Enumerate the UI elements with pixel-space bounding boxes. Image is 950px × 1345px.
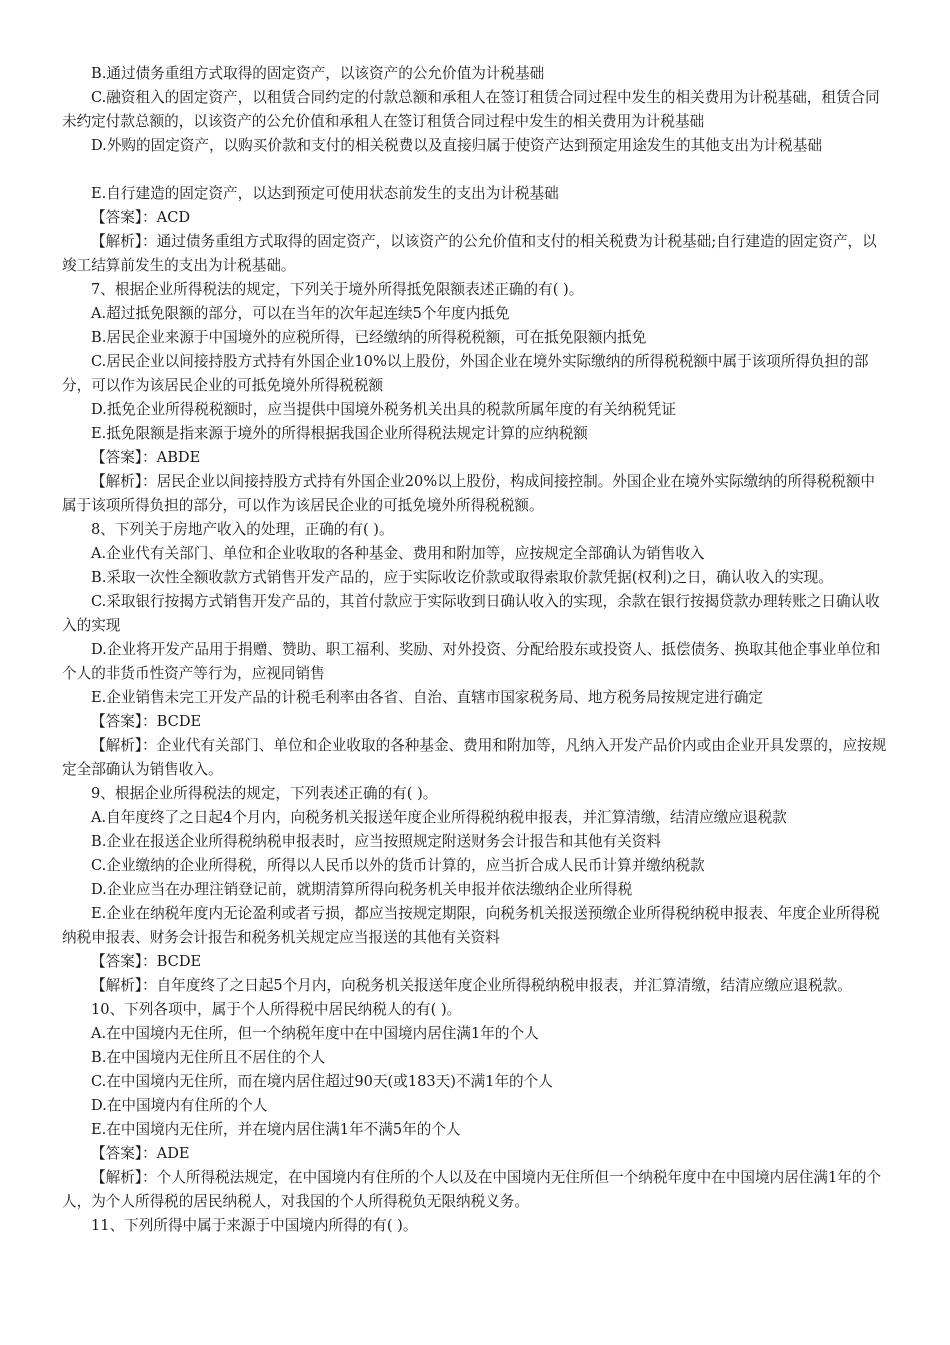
option-line: A.自年度终了之日起4个月内，向税务机关报送年度企业所得税纳税申报表，并汇算清缴，结清应缴应退税款: [91, 809, 787, 826]
option-line: B.居民企业来源于中国境外的应税所得，已经缴纳的所得税税额，可在抵免限额内抵免: [91, 329, 647, 346]
option-line: C.采取银行按揭方式销售开发产品的，其首付款应于实际收到日确认收入的实现，余款在银行按揭贷款办理转账之日确认收入的实现: [62, 593, 880, 634]
option-line: E.抵免限额是指来源于境外的所得根据我国企业所得税法规定计算的应纳税额: [91, 425, 588, 442]
blank-line: [62, 158, 888, 182]
answer-line: 【答案】：ABDE: [91, 449, 201, 466]
option-line: D.企业将开发产品用于捐赠、赞助、职工福利、奖励、对外投资、分配给股东或投资人、抵偿债务、换取其他企事业单位和个人的非货币性资产等行为，应视同销售: [62, 641, 881, 682]
option-line: E.自行建造的固定资产，以达到预定可使用状态前发生的支出为计税基础: [91, 185, 559, 202]
explanation-line: 【解析】：自年度终了之日起5个月内，向税务机关报送年度企业所得税纳税申报表，并汇算清缴，结清应缴应退税款。: [91, 977, 852, 994]
explanation-line: 【解析】：居民企业以间接持股方式持有外国企业20%以上股份，构成间接控制。外国企业在境外实际缴纳的所得税税额中属于该项所得负担的部分，可以作为该居民企业的可抵免境外所得税税额。: [62, 473, 876, 514]
option-line: B.企业在报送企业所得税纳税申报表时，应当按照规定附送财务会计报告和其他有关资料: [91, 833, 661, 850]
explanation-line: 【解析】：个人所得税法规定，在中国境内有住所的个人以及在中国境内无住所但一个纳税年度中在中国境内居住满1年的个人，为个人所得税的居民纳税人，对我国的个人所得税负无限纳税义务。: [62, 1169, 882, 1210]
answer-line: 【答案】：BCDE: [91, 953, 202, 970]
option-line: D.在中国境内有住所的个人: [91, 1097, 268, 1114]
option-line: E.企业销售未完工开发产品的计税毛利率由各省、自治、直辖市国家税务局、地方税务局按规定进行确定: [91, 689, 764, 706]
option-line: D.企业应当在办理注销登记前，就期清算所得向税务机关申报并依法缴纳企业所得税: [91, 881, 633, 898]
question-line: 8、下列关于房地产收入的处理，正确的有( )。: [91, 521, 394, 538]
option-line: C.企业缴纳的企业所得税，所得以人民币以外的货币计算的，应当折合成人民币计算并缴纳税款: [91, 857, 705, 874]
option-line: D.外购的固定资产，以购买价款和支付的相关税费以及直接归属于使资产达到预定用途发生的其他支出为计税基础: [91, 137, 822, 154]
option-line: B.在中国境内无住所且不居住的个人: [91, 1049, 326, 1066]
option-line: D.抵免企业所得税税额时，应当提供中国境外税务机关出具的税款所属年度的有关纳税凭证: [91, 401, 676, 418]
option-line: E.在中国境内无住所，并在境内居住满1年不满5年的个人: [91, 1121, 461, 1138]
explanation-line: 【解析】：通过债务重组方式取得的固定资产，以该资产的公允价值和支付的相关税费为计税基础;自行建造的固定资产，以竣工结算前发生的支出为计税基础。: [62, 233, 877, 274]
option-line: B.采取一次性全额收款方式销售开发产品的，应于实际收讫价款或取得索取价款凭据(权利)之日，确认收入的实现。: [91, 569, 833, 586]
option-line: B.通过债务重组方式取得的固定资产，以该资产的公允价值为计税基础: [91, 65, 545, 82]
answer-line: 【答案】：ADE: [91, 1145, 190, 1162]
option-line: C.居民企业以间接持股方式持有外国企业10%以上股份，外国企业在境外实际缴纳的所得税税额中属于该项所得负担的部分，可以作为该居民企业的可抵免境外所得税税额: [62, 353, 869, 394]
option-line: E.企业在纳税年度内无论盈利或者亏损，都应当按规定期限，向税务机关报送预缴企业所得税纳税申报表、年度企业所得税纳税申报表、财务会计报告和税务机关规定应当报送的其他有关资料: [62, 905, 880, 946]
answer-line: 【答案】：ACD: [91, 209, 191, 226]
option-line: C.在中国境内无住所，而在境内居住超过90天(或183天)不满1年的个人: [91, 1073, 553, 1090]
question-line: 9、根据企业所得税法的规定，下列表述正确的有( )。: [91, 785, 438, 802]
question-line: 11、下列所得中属于来源于中国境内所得的有( )。: [91, 1217, 418, 1234]
option-line: A.超过抵免限额的部分，可以在当年的次年起连续5个年度内抵免: [91, 305, 510, 322]
question-line: 10、下列各项中，属于个人所得税中居民纳税人的有( )。: [91, 1001, 462, 1018]
option-line: C.融资租入的固定资产，以租赁合同约定的付款总额和承租人在签订租赁合同过程中发生的相关费用为计税基础，租赁合同未约定付款总额的，以该资产的公允价值和承租人在签订租赁合同过程中发生的相关费用为计税基础: [62, 89, 880, 130]
answer-line: 【答案】：BCDE: [91, 713, 202, 730]
option-line: A.企业代有关部门、单位和企业收取的各种基金、费用和附加等，应按规定全部确认为销售收入: [91, 545, 705, 562]
explanation-line: 【解析】：企业代有关部门、单位和企业收取的各种基金、费用和附加等，凡纳入开发产品价内或由企业开具发票的，应按规定全部确认为销售收入。: [62, 737, 887, 778]
question-line: 7、根据企业所得税法的规定，下列关于境外所得抵免限额表述正确的有( )。: [91, 281, 584, 298]
option-line: A.在中国境内无住所，但一个纳税年度中在中国境内居住满1年的个人: [91, 1025, 539, 1042]
